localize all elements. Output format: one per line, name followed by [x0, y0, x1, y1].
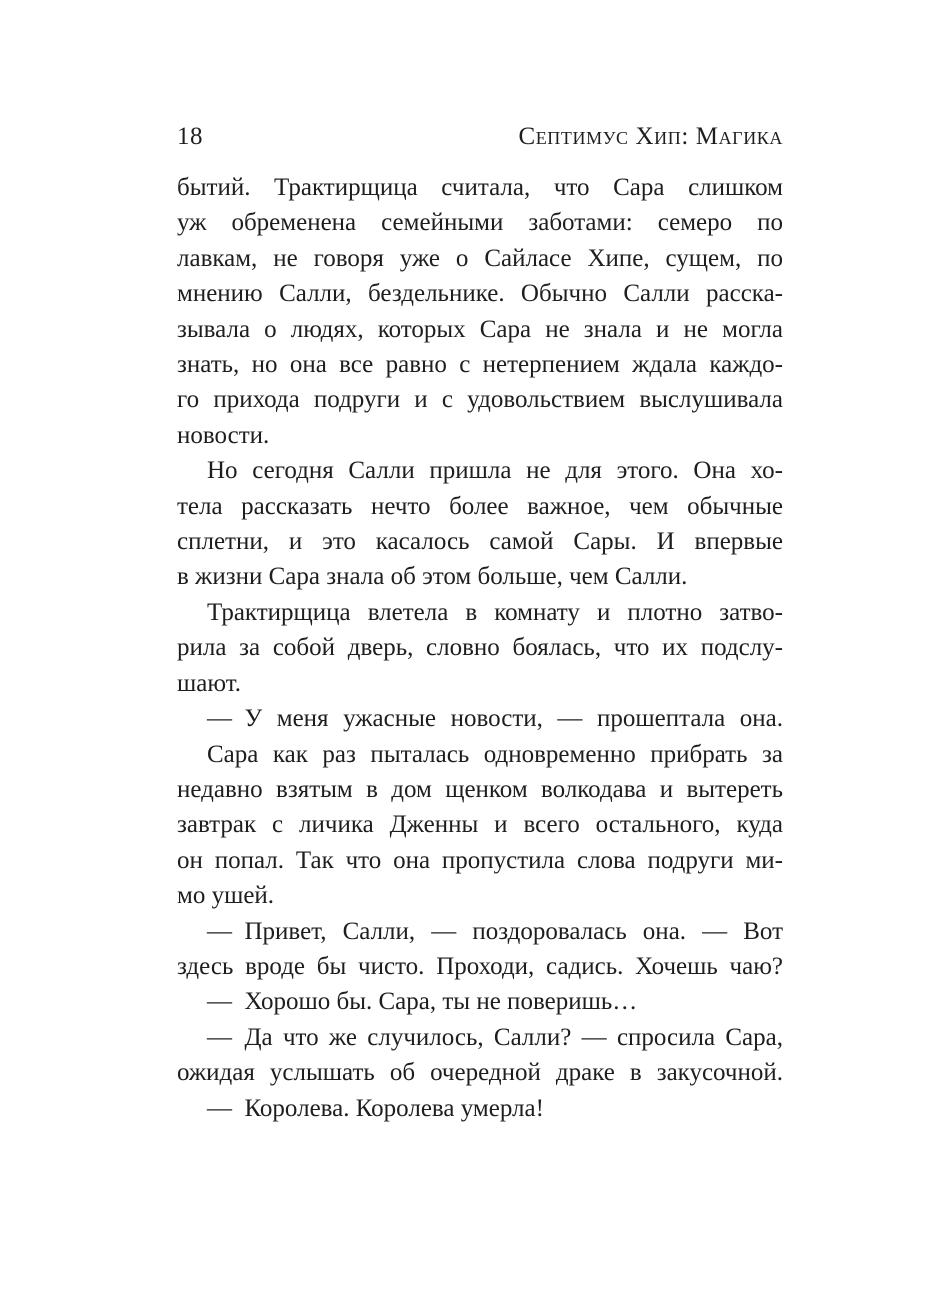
text-line: мо ушей. — [177, 882, 275, 910]
paragraph — [177, 984, 783, 1019]
paragraph — [177, 170, 783, 453]
text-line: он попал. Так что она пропустила слова подруги ми- — [177, 846, 783, 874]
paragraph — [177, 914, 783, 985]
page-number: 18 — [177, 123, 203, 150]
text-line: сплетни, и это касалось самой Сары. И впервые — [177, 528, 783, 556]
text-line: здесь вроде бы чисто. Проходи, садись. Хочешь чаю? — [177, 952, 783, 980]
page-header — [177, 124, 783, 150]
text-line: — Королева. Королева умерла! — [207, 1094, 544, 1122]
text-line: — У меня ужасные новости, — прошептала она. — [207, 705, 783, 733]
text-line: — Хорошо бы. Сара, ты не поверишь… — [207, 988, 638, 1016]
text-line: мнению Салли, бездельнике. Обычно Салли расска- — [177, 280, 783, 308]
text-line: — Да что же случилось, Салли? — спросила Сара, — [207, 1023, 783, 1051]
text-line: бытий. Трактирщица считала, что Сара слишком — [177, 174, 783, 201]
paragraph — [177, 595, 783, 701]
text-line: завтрак с личика Дженны и всего остального, куда — [177, 811, 783, 839]
paragraph — [177, 1091, 783, 1126]
text-line: Трактирщица влетела в комнату и плотно затво- — [207, 598, 783, 626]
text-line: знать, но она все равно с нетерпением ждала каждо- — [177, 351, 783, 379]
page-body — [177, 170, 783, 1126]
text-line: — Привет, Салли, — поздоровалась она. — Вот — [207, 917, 783, 945]
paragraph — [177, 1020, 783, 1091]
text-line: недавно взятым в дом щенком волкодава и вытереть — [177, 775, 783, 803]
text-line: шают. — [177, 669, 241, 697]
text-line: рила за собой дверь, словно боялась, что их подслу- — [177, 634, 783, 662]
text-line: лавкам, не говоря уже о Сайласе Хипе, сущем, по — [177, 244, 783, 272]
text-line: ожидая услышать об очередной драке в закусочной. — [177, 1059, 783, 1087]
running-title: Септимус Хип: Магика — [518, 123, 783, 150]
text-line: Сара как раз пыталась одновременно прибрать за — [207, 740, 783, 768]
text-line: тела рассказать нечто более важное, чем обычные — [177, 492, 783, 520]
paragraph — [177, 737, 783, 914]
text-line: го прихода подруги и с удовольствием выслушивала — [177, 386, 783, 414]
paragraph — [177, 701, 783, 736]
text-line: Но сегодня Салли пришла не для этого. Она хо- — [207, 457, 783, 485]
paragraph — [177, 453, 783, 595]
text-line: в жизни Сара знала об этом больше, чем Салли. — [177, 563, 688, 591]
text-line: новости. — [177, 421, 270, 449]
text-line: уж обременена семейными заботами: семеро по — [177, 209, 783, 237]
text-line: зывала о людях, которых Сара не знала и не могла — [177, 315, 783, 343]
